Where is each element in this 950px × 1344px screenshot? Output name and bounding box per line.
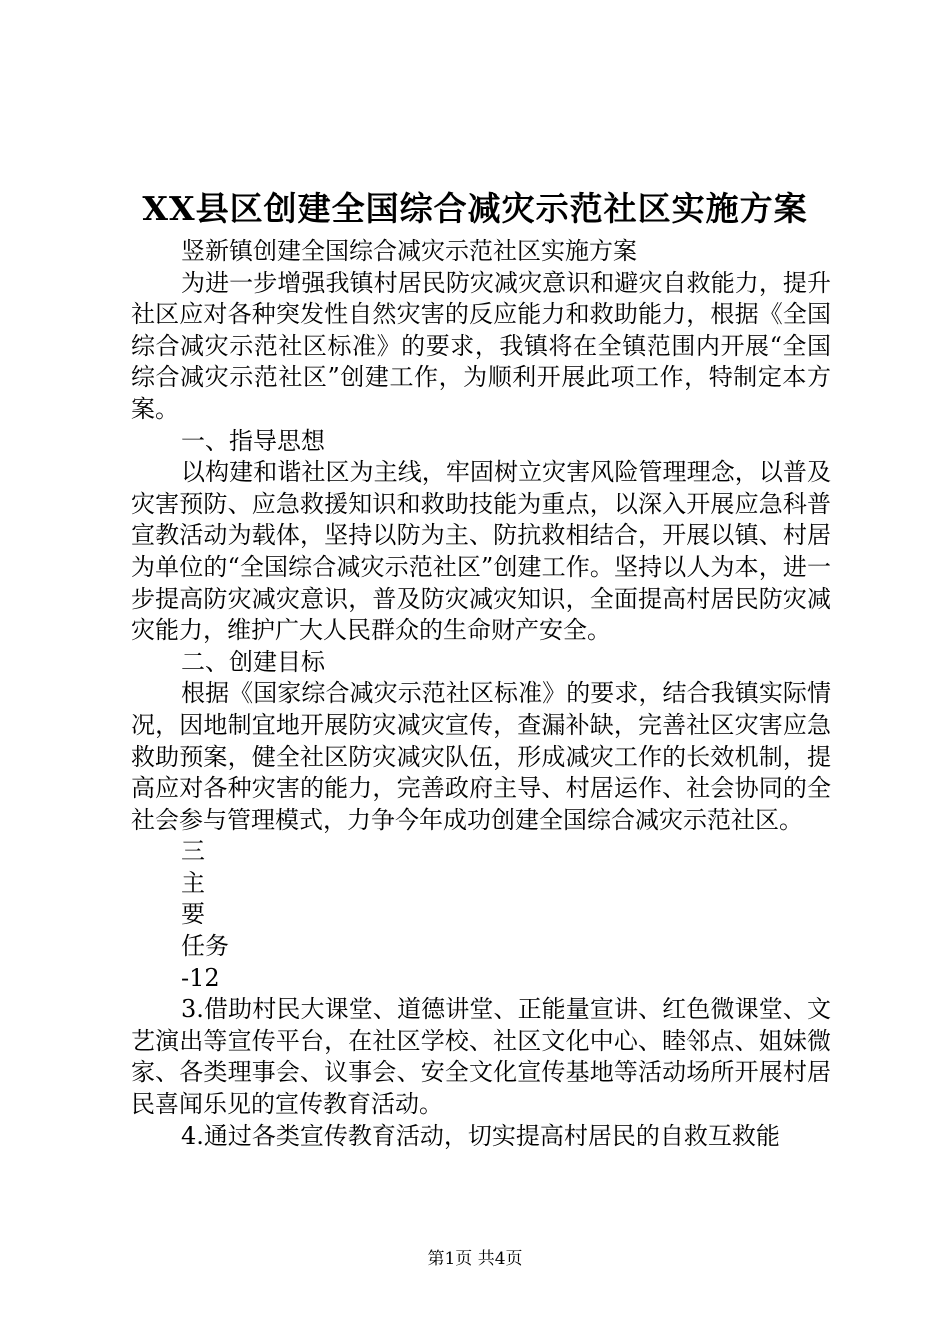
item3-paragraph: 3.借助村民大课堂、道德讲堂、正能量宣讲、红色微课堂、文艺演出等宣传平台，在社区学校、社区文化中心、睦邻点、姐妹微家、各类理事会、议事会、安全文化宣传基地等活动场所开展村居民喜闻乐见的宣传教育活动。: [131, 995, 831, 1119]
intro-paragraph: 为进一步增强我镇村居民防灾减灾意识和避灾自救能力，提升社区应对各种突发性自然灾害的反应能力和救助能力，根据《全国综合减灾示范社区标准》的要求，我镇将在全镇范围内开展“全国综合减灾示范社区”创建工作，为顺利开展此项工作，特制定本方案。: [131, 268, 831, 423]
section1-paragraph: 以构建和谐社区为主线，牢固树立灾害风险管理理念，以普及灾害预防、应急救援知识和救助技能为重点，以深入开展应急科普宣教活动为载体，坚持以防为主、防抗救相结合，开展以镇、村居为单位的“全国综合减灾示范社区”创建工作。坚持以人为本，进一步提高防灾减灾意识，普及防灾减灾知识，全面提高村居民防灾减灾能力，维护广大人民群众的生命财产安全。: [131, 458, 831, 645]
item4-paragraph: 4.通过各类宣传教育活动，切实提高村居民的自救互救能: [181, 1121, 780, 1150]
page-number: 第1页 共4页: [427, 1249, 523, 1269]
section3-heading: [131, 836, 831, 994]
document-body: [131, 236, 831, 1152]
section2-paragraph: 根据《国家综合减灾示范社区标准》的要求，结合我镇实际情况，因地制宜地开展防灾减灾宣传，查漏补缺，完善社区灾害应急救助预案，健全社区防灾减灾队伍，形成减灾工作的长效机制，提高应对各种灾害的能力，完善政府主导、村居运作、社会协同的全社会参与管理模式，力争今年成功创建全国综合减灾示范社区。: [131, 679, 831, 834]
section3-line: -12: [181, 963, 220, 992]
section3-line: 三: [181, 837, 205, 866]
section3-line: 主: [181, 868, 205, 897]
section1-heading: 一、指导思想: [181, 426, 325, 455]
document-subtitle: 竖新镇创建全国综合减灾示范社区实施方案: [181, 237, 637, 265]
section3-line: 任务: [181, 932, 229, 961]
section3-line: 要: [181, 900, 205, 929]
section2-heading: 二、创建目标: [181, 647, 325, 676]
document-title: XX县区创建全国综合减灾示范社区实施方案: [142, 189, 808, 228]
